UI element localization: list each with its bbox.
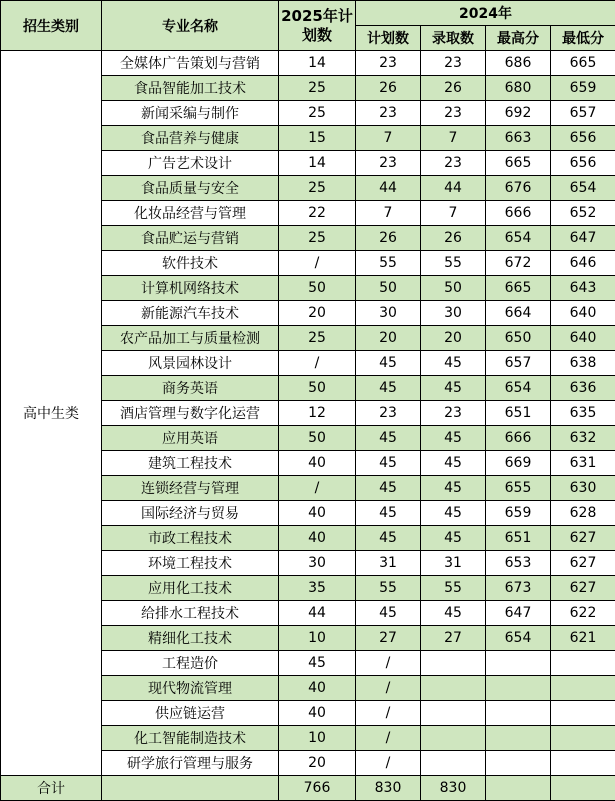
highest-score-cell: 680 [486, 76, 551, 101]
admitted-cell: 50 [421, 276, 486, 301]
admitted-cell: 45 [421, 526, 486, 551]
plan-2024-cell: / [356, 701, 421, 726]
plan-2024-cell: 26 [356, 226, 421, 251]
plan-2025-cell: 25 [279, 176, 356, 201]
admitted-cell: 45 [421, 351, 486, 376]
major-cell: 食品质量与安全 [102, 176, 279, 201]
major-cell: 新能源汽车技术 [102, 301, 279, 326]
major-cell: 给排水工程技术 [102, 601, 279, 626]
highest-score-cell: 651 [486, 526, 551, 551]
major-cell: 农产品加工与质量检测 [102, 326, 279, 351]
header-major: 专业名称 [102, 1, 279, 51]
highest-score-cell: 663 [486, 126, 551, 151]
plan-2025-cell: 40 [279, 451, 356, 476]
major-cell: 环境工程技术 [102, 551, 279, 576]
highest-score-cell [486, 751, 551, 776]
lowest-score-cell: 654 [551, 176, 615, 201]
admitted-cell: 44 [421, 176, 486, 201]
admitted-cell: 23 [421, 51, 486, 76]
highest-score-cell: 653 [486, 551, 551, 576]
lowest-score-cell: 646 [551, 251, 615, 276]
lowest-score-cell: 622 [551, 601, 615, 626]
plan-2024-cell: 45 [356, 426, 421, 451]
total-admitted: 830 [421, 776, 486, 801]
lowest-score-cell: 627 [551, 551, 615, 576]
major-cell: 应用英语 [102, 426, 279, 451]
plan-2024-cell: / [356, 651, 421, 676]
header-category: 招生类别 [1, 1, 102, 51]
major-cell: 商务英语 [102, 376, 279, 401]
lowest-score-cell [551, 651, 615, 676]
lowest-score-cell: 621 [551, 626, 615, 651]
admitted-cell: 7 [421, 201, 486, 226]
plan-2025-cell: 44 [279, 601, 356, 626]
highest-score-cell: 654 [486, 226, 551, 251]
total-major-empty [102, 776, 279, 801]
highest-score-cell: 676 [486, 176, 551, 201]
plan-2024-cell: 31 [356, 551, 421, 576]
highest-score-cell: 666 [486, 201, 551, 226]
major-cell: 广告艺术设计 [102, 151, 279, 176]
plan-2025-cell: 20 [279, 301, 356, 326]
major-cell: 全媒体广告策划与营销 [102, 51, 279, 76]
highest-score-cell [486, 651, 551, 676]
major-cell: 风景园林设计 [102, 351, 279, 376]
highest-score-cell: 665 [486, 276, 551, 301]
plan-2025-cell: 22 [279, 201, 356, 226]
plan-2024-cell: 23 [356, 51, 421, 76]
admitted-cell: 27 [421, 626, 486, 651]
lowest-score-cell: 640 [551, 301, 615, 326]
plan-2024-cell: 27 [356, 626, 421, 651]
lowest-score-cell: 647 [551, 226, 615, 251]
plan-2025-cell: 40 [279, 501, 356, 526]
lowest-score-cell: 632 [551, 426, 615, 451]
plan-2025-cell: 50 [279, 426, 356, 451]
plan-2024-cell: 26 [356, 76, 421, 101]
plan-2024-cell: 55 [356, 576, 421, 601]
highest-score-cell: 654 [486, 376, 551, 401]
plan-2025-cell: 25 [279, 326, 356, 351]
highest-score-cell: 673 [486, 576, 551, 601]
plan-2025-cell: 25 [279, 76, 356, 101]
plan-2024-cell: 50 [356, 276, 421, 301]
plan-2025-cell: 40 [279, 526, 356, 551]
header-plan-2025-text: 2025年计划数 [281, 6, 353, 44]
admitted-cell: 45 [421, 601, 486, 626]
major-cell: 食品贮运与营销 [102, 226, 279, 251]
plan-2025-cell: 50 [279, 376, 356, 401]
major-cell: 建筑工程技术 [102, 451, 279, 476]
lowest-score-cell [551, 676, 615, 701]
highest-score-cell: 692 [486, 101, 551, 126]
plan-2025-cell: 35 [279, 576, 356, 601]
plan-2024-cell: / [356, 751, 421, 776]
plan-2024-cell: 45 [356, 526, 421, 551]
highest-score-cell: 655 [486, 476, 551, 501]
major-cell: 食品营养与健康 [102, 126, 279, 151]
major-cell: 现代物流管理 [102, 676, 279, 701]
plan-2024-cell: 45 [356, 376, 421, 401]
major-cell: 国际经济与贸易 [102, 501, 279, 526]
plan-2025-cell: 25 [279, 226, 356, 251]
major-cell: 食品智能加工技术 [102, 76, 279, 101]
category-cell: 高中生类 [1, 51, 102, 776]
highest-score-cell: 672 [486, 251, 551, 276]
admitted-cell [421, 726, 486, 751]
plan-2025-cell: 10 [279, 726, 356, 751]
plan-2025-cell: 12 [279, 401, 356, 426]
header-plan-2025 [279, 1, 356, 51]
plan-2025-cell: 40 [279, 701, 356, 726]
lowest-score-cell [551, 751, 615, 776]
lowest-score-cell: 656 [551, 126, 615, 151]
plan-2024-cell: 7 [356, 126, 421, 151]
admitted-cell: 26 [421, 76, 486, 101]
lowest-score-cell: 627 [551, 526, 615, 551]
plan-2025-cell: 14 [279, 51, 356, 76]
plan-2024-cell: / [356, 726, 421, 751]
admitted-cell [421, 676, 486, 701]
total-plan-2024: 830 [356, 776, 421, 801]
lowest-score-cell: 659 [551, 76, 615, 101]
lowest-score-cell: 636 [551, 376, 615, 401]
admitted-cell: 31 [421, 551, 486, 576]
table-body [1, 51, 615, 801]
plan-2024-cell: 45 [356, 451, 421, 476]
lowest-score-cell: 635 [551, 401, 615, 426]
admitted-cell: 55 [421, 251, 486, 276]
plan-2024-cell: 30 [356, 301, 421, 326]
admitted-cell: 30 [421, 301, 486, 326]
major-cell: 市政工程技术 [102, 526, 279, 551]
major-cell: 精细化工技术 [102, 626, 279, 651]
lowest-score-cell [551, 726, 615, 751]
plan-2025-cell: 30 [279, 551, 356, 576]
plan-2025-cell: / [279, 476, 356, 501]
plan-2025-cell: 10 [279, 626, 356, 651]
total-label: 合计 [1, 776, 102, 801]
plan-2025-cell: 40 [279, 676, 356, 701]
plan-2025-cell: / [279, 351, 356, 376]
lowest-score-cell [551, 701, 615, 726]
lowest-score-cell: 628 [551, 501, 615, 526]
header-highest: 最高分 [486, 26, 551, 51]
highest-score-cell: 659 [486, 501, 551, 526]
header-admitted: 录取数 [421, 26, 486, 51]
lowest-score-cell: 652 [551, 201, 615, 226]
total-lowest-empty [551, 776, 615, 801]
admitted-cell: 45 [421, 426, 486, 451]
highest-score-cell: 654 [486, 626, 551, 651]
major-cell: 新闻采编与制作 [102, 101, 279, 126]
major-cell: 研学旅行管理与服务 [102, 751, 279, 776]
highest-score-cell: 647 [486, 601, 551, 626]
admitted-cell: 45 [421, 451, 486, 476]
lowest-score-cell: 631 [551, 451, 615, 476]
admitted-cell: 45 [421, 476, 486, 501]
lowest-score-cell: 656 [551, 151, 615, 176]
plan-2025-cell: 20 [279, 751, 356, 776]
highest-score-cell [486, 726, 551, 751]
plan-2025-cell: 25 [279, 101, 356, 126]
highest-score-cell [486, 701, 551, 726]
admitted-cell: 26 [421, 226, 486, 251]
major-cell: 工程造价 [102, 651, 279, 676]
lowest-score-cell: 657 [551, 101, 615, 126]
plan-2025-cell: 14 [279, 151, 356, 176]
header-plan-2024: 计划数 [356, 26, 421, 51]
highest-score-cell: 657 [486, 351, 551, 376]
admitted-cell: 23 [421, 401, 486, 426]
major-cell: 计算机网络技术 [102, 276, 279, 301]
major-cell: 应用化工技术 [102, 576, 279, 601]
total-plan-2025: 766 [279, 776, 356, 801]
lowest-score-cell: 640 [551, 326, 615, 351]
lowest-score-cell: 638 [551, 351, 615, 376]
admitted-cell: 23 [421, 101, 486, 126]
plan-2024-cell: 45 [356, 351, 421, 376]
admitted-cell [421, 701, 486, 726]
plan-2024-cell: 7 [356, 201, 421, 226]
admitted-cell [421, 651, 486, 676]
plan-2024-cell: / [356, 676, 421, 701]
admitted-cell: 7 [421, 126, 486, 151]
plan-2024-cell: 23 [356, 101, 421, 126]
major-cell: 软件技术 [102, 251, 279, 276]
lowest-score-cell: 643 [551, 276, 615, 301]
table-row [1, 51, 615, 76]
plan-2025-cell: / [279, 251, 356, 276]
plan-2025-cell: 15 [279, 126, 356, 151]
highest-score-cell: 666 [486, 426, 551, 451]
highest-score-cell [486, 676, 551, 701]
major-cell: 化妆品经营与管理 [102, 201, 279, 226]
lowest-score-cell: 630 [551, 476, 615, 501]
major-cell: 连锁经营与管理 [102, 476, 279, 501]
plan-2024-cell: 45 [356, 601, 421, 626]
highest-score-cell: 669 [486, 451, 551, 476]
plan-2024-cell: 23 [356, 151, 421, 176]
total-highest-empty [486, 776, 551, 801]
admitted-cell: 20 [421, 326, 486, 351]
plan-2024-cell: 55 [356, 251, 421, 276]
highest-score-cell: 664 [486, 301, 551, 326]
highest-score-cell: 650 [486, 326, 551, 351]
major-cell: 化工智能制造技术 [102, 726, 279, 751]
header-lowest: 最低分 [551, 26, 615, 51]
plan-2024-cell: 44 [356, 176, 421, 201]
highest-score-cell: 665 [486, 151, 551, 176]
admitted-cell: 45 [421, 501, 486, 526]
plan-2024-cell: 45 [356, 501, 421, 526]
admitted-cell: 45 [421, 376, 486, 401]
plan-2024-cell: 23 [356, 401, 421, 426]
plan-2024-cell: 20 [356, 326, 421, 351]
major-cell: 酒店管理与数字化运营 [102, 401, 279, 426]
highest-score-cell: 686 [486, 51, 551, 76]
total-row [1, 776, 615, 801]
admitted-cell: 23 [421, 151, 486, 176]
lowest-score-cell: 627 [551, 576, 615, 601]
header-year-2024: 2024年 [356, 1, 615, 26]
plan-2025-cell: 50 [279, 276, 356, 301]
lowest-score-cell: 665 [551, 51, 615, 76]
admitted-cell: 55 [421, 576, 486, 601]
plan-2025-cell: 45 [279, 651, 356, 676]
admitted-cell [421, 751, 486, 776]
plan-2024-cell: 45 [356, 476, 421, 501]
highest-score-cell: 651 [486, 401, 551, 426]
major-cell: 供应链运营 [102, 701, 279, 726]
